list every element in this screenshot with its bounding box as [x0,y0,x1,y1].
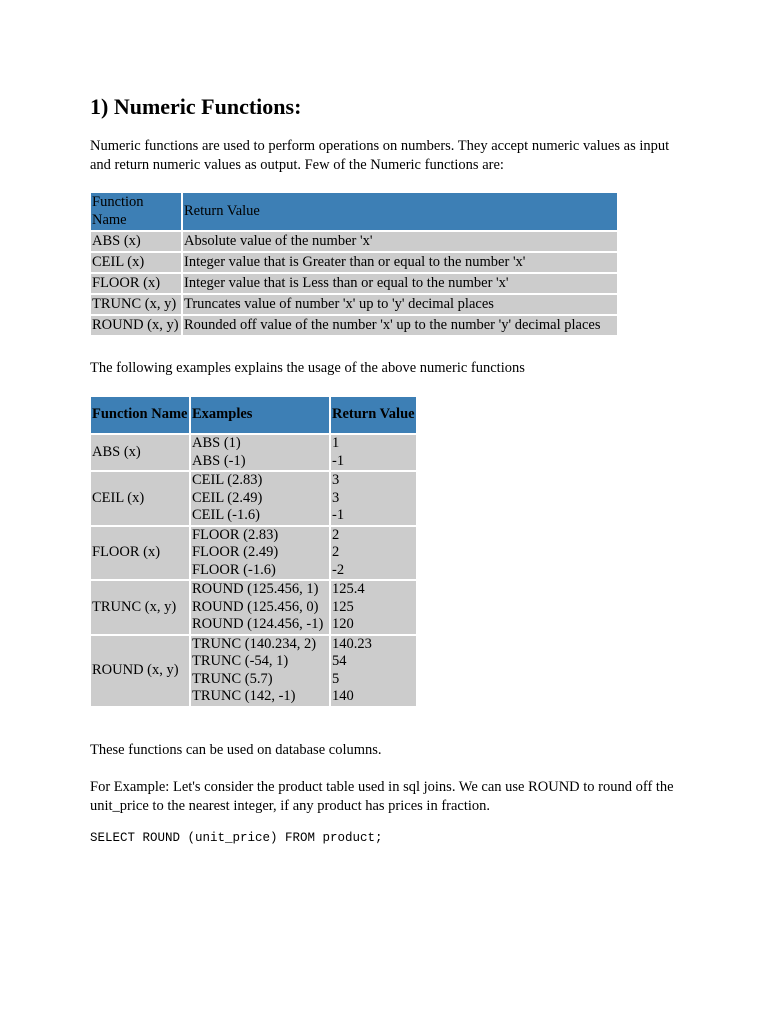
function-name-cell: CEIL (x) [91,253,181,272]
example-result: 125 [332,598,354,615]
example-expression: TRUNC (5.7) [192,670,273,687]
database-columns-note: These functions can be used on database columns. [90,742,382,758]
table-row [91,581,416,634]
return-value-cell: Integer value that is Less than or equal to the number 'x' [183,274,617,293]
return-value-cell: Truncates value of number 'x' up to 'y' decimal places [183,295,617,314]
example-result: -1 [332,452,345,469]
return-values-cell [331,581,416,634]
example-result: 3 [332,472,340,488]
example-expression: FLOOR (-1.6) [192,561,276,578]
examples-cell [191,581,329,634]
function-name-cell: TRUNC (x, y) [91,581,189,634]
column-header-return-value: Return Value [183,193,617,230]
example-expression: ROUND (125.456, 1) [192,581,319,597]
example-result: 3 [332,489,340,506]
example-expression: CEIL (2.49) [192,489,263,506]
example-result: 125.4 [332,581,365,597]
example-result: 1 [332,435,340,451]
return-values-cell [331,527,416,580]
example-expression: ABS (-1) [192,452,246,469]
example-expression: ROUND (125.456, 0) [192,598,319,615]
example-result: 140 [332,688,354,704]
examples-cell [191,636,329,706]
example-expression: TRUNC (142, -1) [192,688,296,704]
examples-cell [191,472,329,525]
column-header-examples: Examples [191,397,329,433]
example-expression: FLOOR (2.49) [192,544,279,560]
example-result: 2 [332,544,340,560]
example-expression: ABS (1) [192,435,241,451]
examples-cell [191,435,329,470]
example-result: 2 [332,526,340,543]
column-header-function-name: Function Name [91,397,189,433]
column-header-return-value: Return Value [331,397,416,433]
table-row [91,435,416,470]
table-row [91,253,617,272]
table-row [91,274,617,293]
example-result: 120 [332,616,354,632]
example-result: 54 [332,653,347,669]
example-result: 140.23 [332,635,372,652]
return-value-cell: Integer value that is Greater than or equal to the number 'x' [183,253,617,272]
return-value-cell: Rounded off value of the number 'x' up to the number 'y' decimal places [183,316,617,335]
table-row [91,232,617,251]
functions-table [89,191,619,337]
function-name-cell: ROUND (x, y) [91,636,189,706]
table-header-row [91,397,416,433]
table-header-row [91,193,617,230]
example-expression: TRUNC (-54, 1) [192,653,289,669]
return-values-cell [331,472,416,525]
column-header-function-name: Function Name [91,193,181,230]
example-expression: CEIL (2.83) [192,472,263,488]
return-value-cell: Absolute value of the number 'x' [183,232,617,251]
examples-cell [191,527,329,580]
return-values-cell [331,636,416,706]
table-row [91,295,617,314]
function-name-cell: FLOOR (x) [91,527,189,580]
sql-code-sample: SELECT ROUND (unit_price) FROM product; [90,831,383,845]
function-name-cell: ABS (x) [91,435,189,470]
table-row [91,527,416,580]
for-example-paragraph: For Example: Let's consider the product table used in sql joins. We can use ROUND to round off the unit_price to the nearest integer, if any product has prices in fraction. [90,779,674,814]
function-name-cell: FLOOR (x) [91,274,181,293]
page-title: 1) Numeric Functions: [90,94,302,119]
function-name-cell: ABS (x) [91,232,181,251]
examples-table [89,395,418,708]
examples-intro-paragraph: The following examples explains the usage of the above numeric functions [90,360,525,376]
table-row [91,636,416,706]
intro-paragraph: Numeric functions are used to perform operations on numbers. They accept numeric values as input and return numeric values as output. Few of the Numeric functions are: [90,138,670,173]
example-result: 5 [332,670,340,687]
function-name-cell: ROUND (x, y) [91,316,181,335]
return-values-cell [331,435,416,470]
function-name-cell: CEIL (x) [91,472,189,525]
table-row [91,316,617,335]
example-expression: CEIL (-1.6) [192,507,260,523]
example-expression: ROUND (124.456, -1) [192,616,324,632]
table-row [91,472,416,525]
function-name-cell: TRUNC (x, y) [91,295,181,314]
example-result: -2 [332,561,345,578]
example-expression: FLOOR (2.83) [192,526,279,543]
example-expression: TRUNC (140.234, 2) [192,635,317,652]
example-result: -1 [332,507,345,523]
